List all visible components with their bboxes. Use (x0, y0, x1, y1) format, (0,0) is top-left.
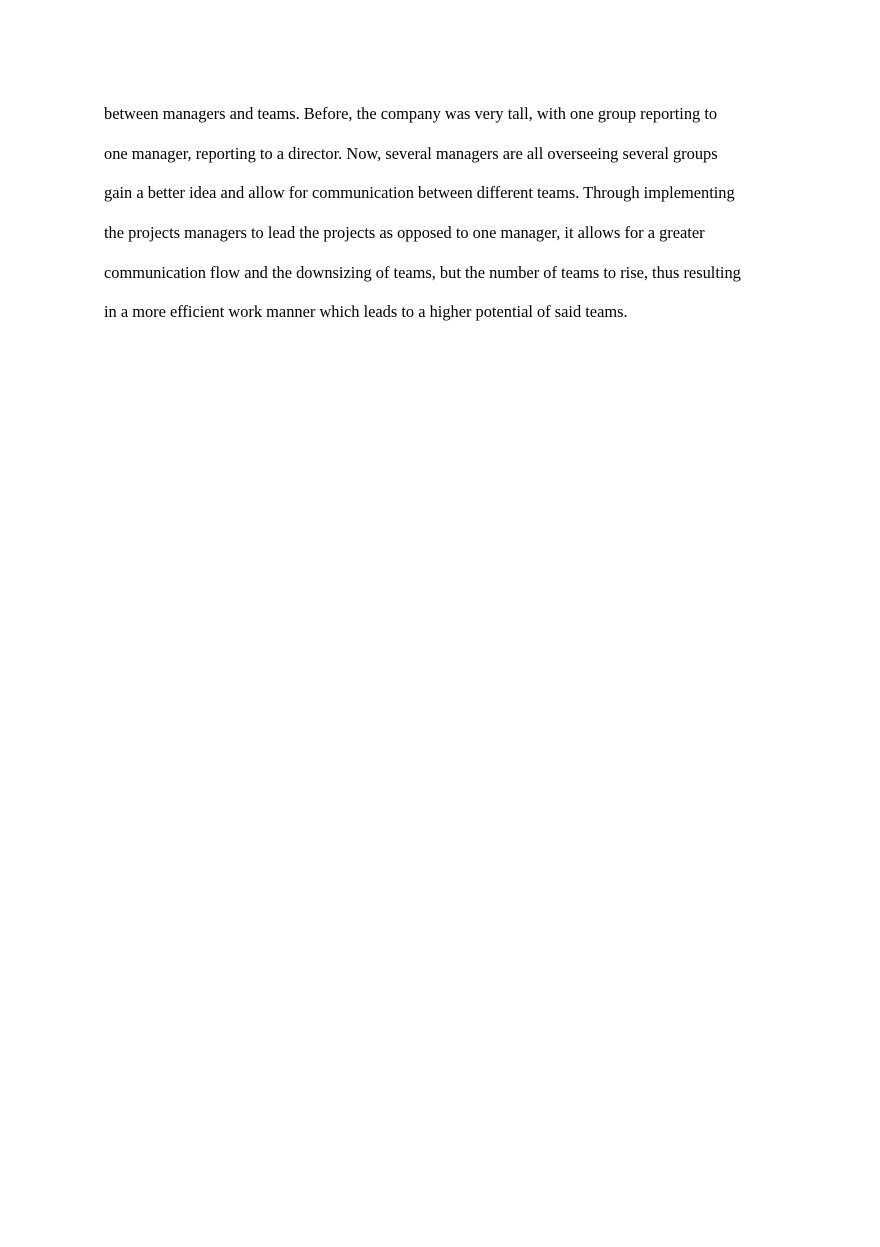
paragraph-line: in a more efficient work manner which leads to a higher potential of said teams. (104, 302, 628, 322)
paragraph-line: one manager, reporting to a director. Now, several managers are all overseeing several groups (104, 143, 718, 163)
paragraph-line: gain a better idea and allow for communication between different teams. Through implementing (104, 183, 735, 203)
paragraph-line: communication flow and the downsizing of teams, but the number of teams to rise, thus resulting (104, 262, 741, 282)
paragraph-line: between managers and teams. Before, the company was very tall, with one group reporting to (104, 104, 718, 123)
paragraph-line: the projects managers to lead the projects as opposed to one manager, it allows for a greater (104, 223, 705, 243)
body-paragraph (104, 98, 804, 336)
